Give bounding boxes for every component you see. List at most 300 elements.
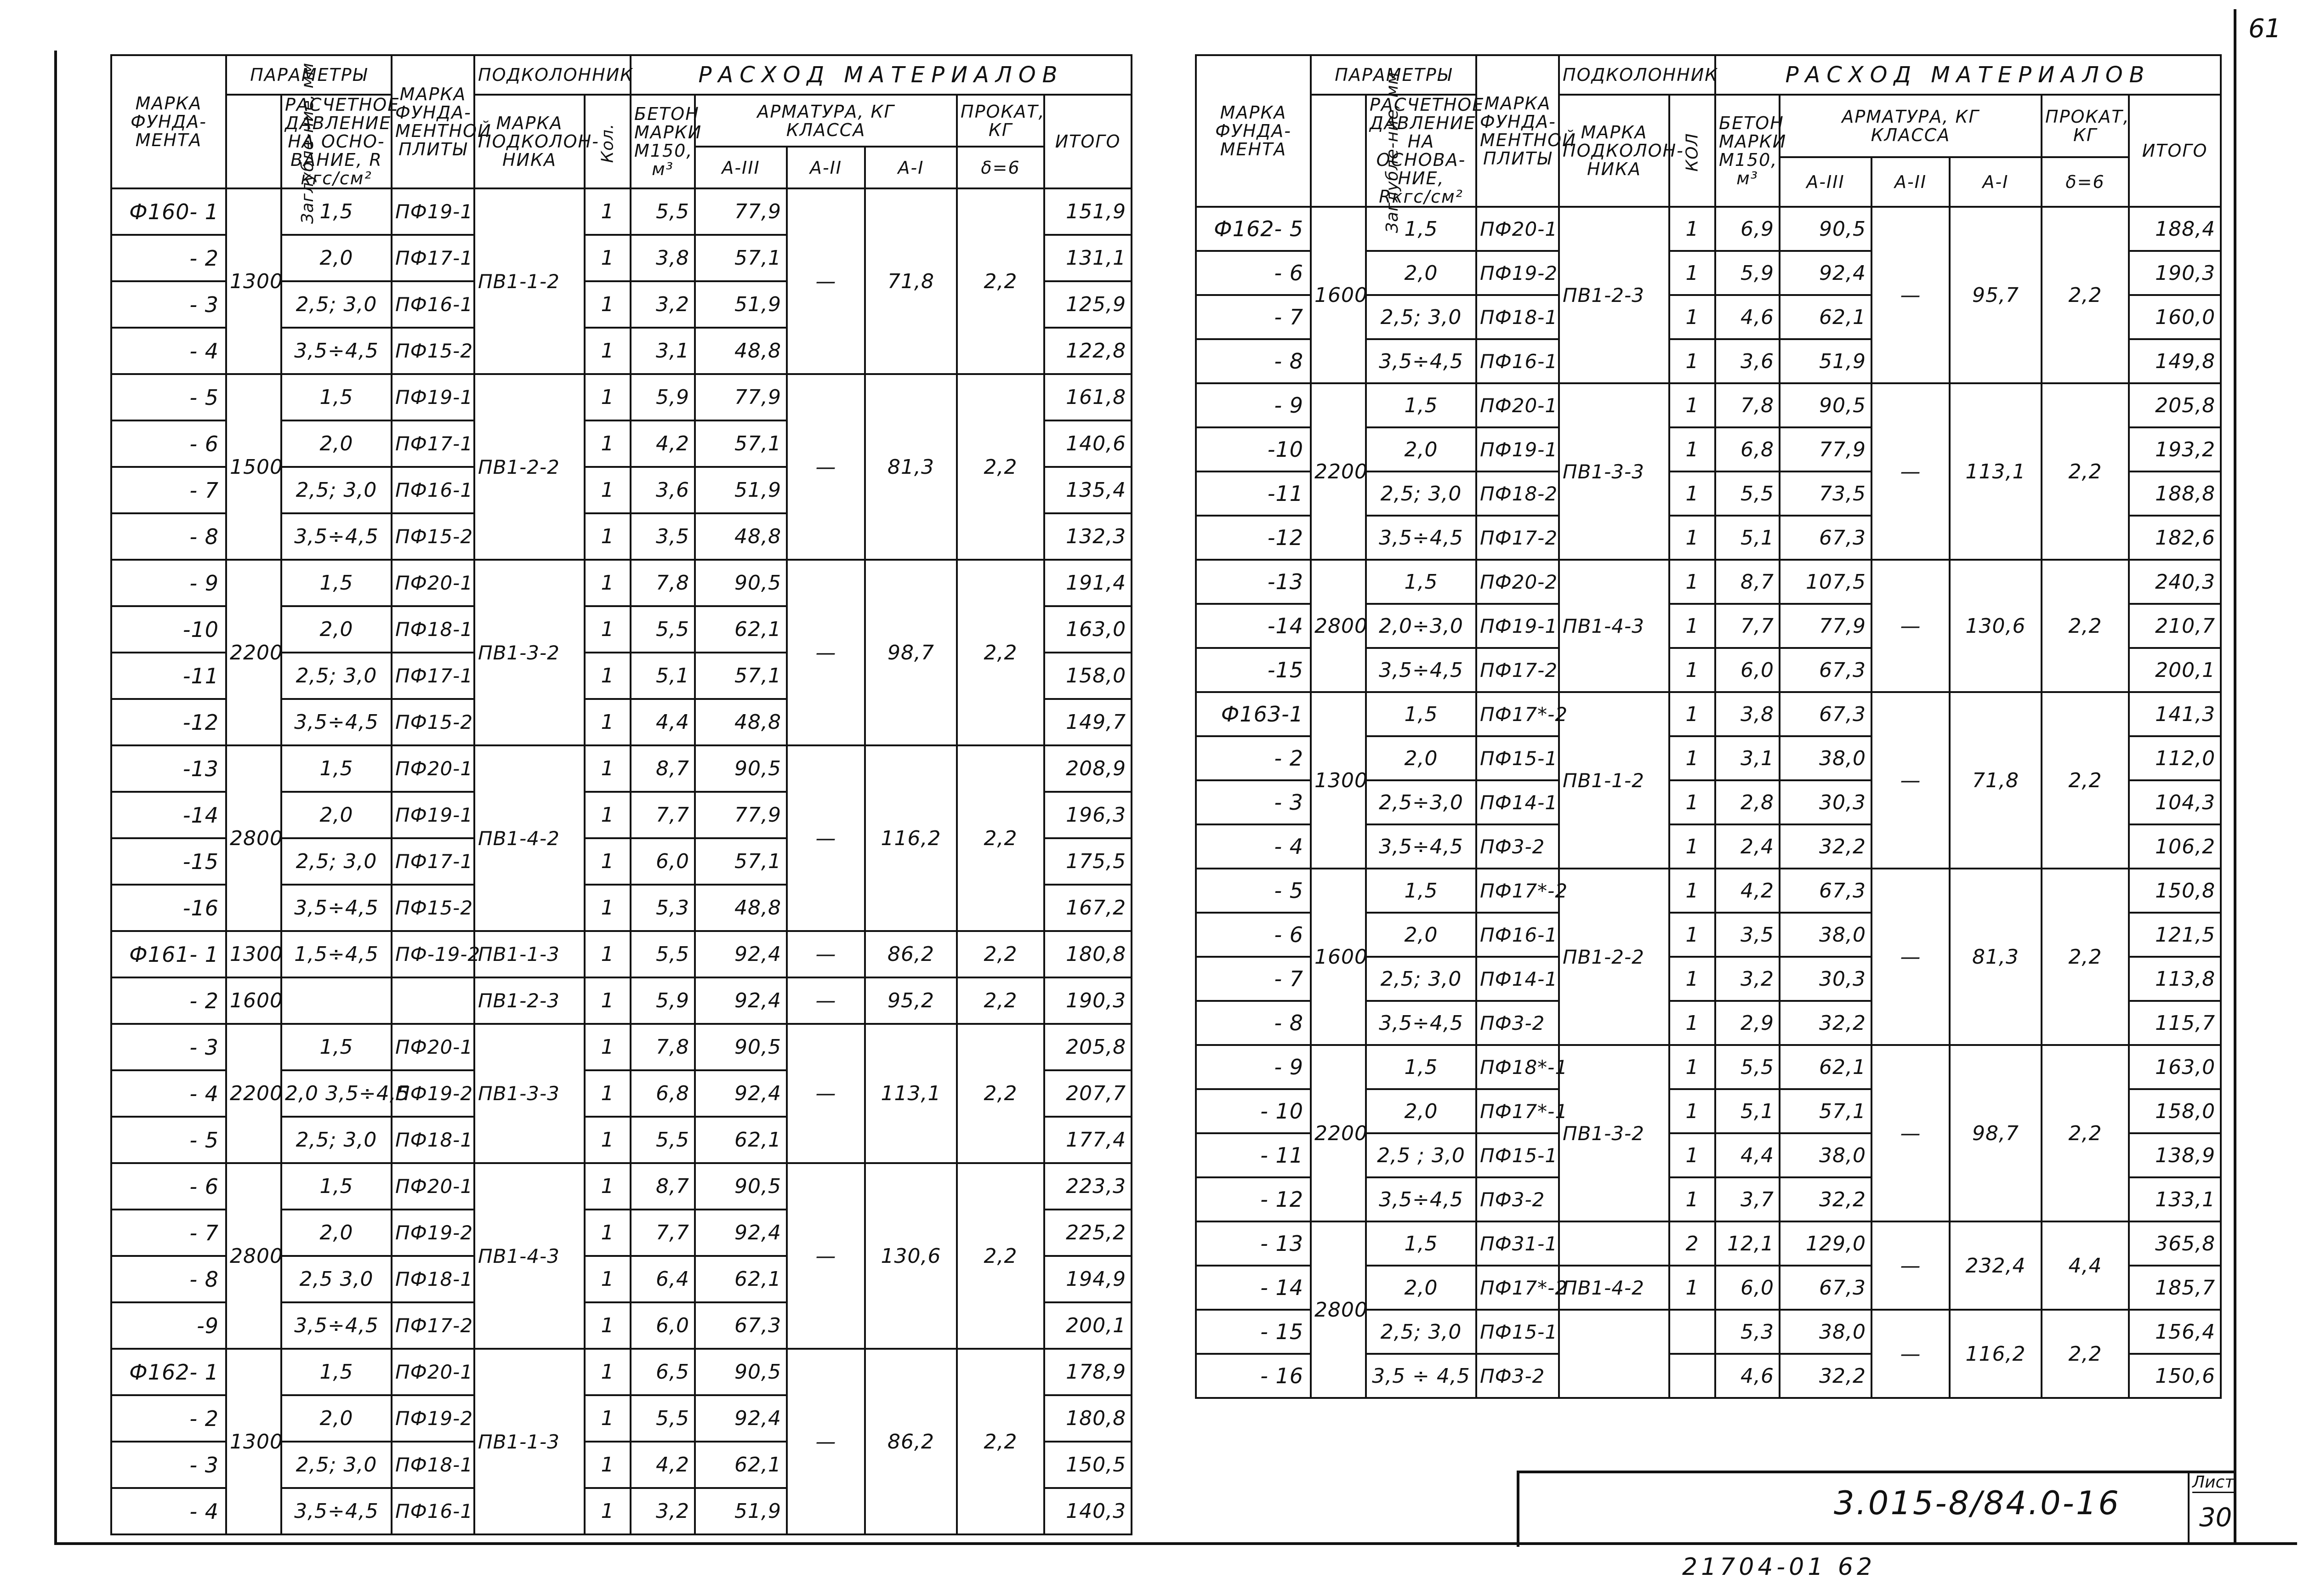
cell-beton: 4,4 [1715, 1133, 1780, 1177]
cell-a2: — [787, 977, 865, 1024]
cell-a3: 92,4 [695, 977, 787, 1024]
table-row [111, 1024, 1132, 1070]
cell-itogo: 163,0 [1044, 606, 1132, 653]
cell-kol: 1 [585, 188, 631, 235]
cell-a3: 62,1 [695, 1442, 787, 1488]
cell-mark: - 8 [111, 1256, 226, 1302]
cell-p: 2,5; 3,0 [281, 467, 392, 513]
cell-plate: ПФ19-2 [392, 1210, 474, 1256]
cell-mark: - 3 [1196, 780, 1311, 824]
header-marka-plity-right: МАРКА ФУНДА-МЕНТНОЙ ПЛИТЫ [1476, 55, 1559, 207]
cell-mark: - 9 [1196, 1045, 1311, 1089]
cell-kol: 1 [585, 1070, 631, 1117]
cell-p: 2,0 [1366, 1089, 1476, 1133]
header-itogo-right: ИТОГО [2129, 95, 2221, 207]
cell-p: 2,0 [281, 792, 392, 838]
cell-beton: 3,1 [631, 328, 695, 374]
cell-mark: -13 [111, 745, 226, 792]
cell-kol: 1 [1669, 516, 1715, 560]
cell-mark: -9 [111, 1302, 226, 1349]
cell-beton: 5,5 [631, 1117, 695, 1163]
header-prokat: ПРОКАТ, КГ [957, 95, 1044, 147]
cell-beton: 7,8 [631, 1024, 695, 1070]
cell-p: 2,0 [1366, 427, 1476, 471]
cell-podk: ПВ1-2-3 [1559, 207, 1669, 383]
cell-beton: 5,9 [631, 977, 695, 1024]
cell-p: 2,0 [281, 1395, 392, 1442]
cell-podk: ПВ1-4-3 [1559, 560, 1669, 692]
cell-a3: 32,2 [1780, 1354, 1871, 1398]
header-prokat-right: ПРОКАТ, КГ [2042, 95, 2129, 157]
cell-plate: ПФ15-2 [392, 328, 474, 374]
cell-depth: 1600 [1311, 869, 1366, 1045]
cell-a3: 48,8 [695, 513, 787, 560]
cell-depth: 2800 [226, 1163, 281, 1349]
cell-kol: 1 [1669, 560, 1715, 604]
cell-depth: 2200 [1311, 383, 1366, 560]
cell-mark: - 7 [111, 1210, 226, 1256]
header-zaglub: Заглубле-ние, мм [226, 95, 281, 188]
header-delta: δ=6 [957, 147, 1044, 188]
cell-beton: 3,2 [631, 281, 695, 328]
cell-a1: 86,2 [865, 931, 957, 977]
cell-kol: 1 [585, 1163, 631, 1210]
cell-podk: ПВ1-4-2 [1559, 1266, 1669, 1310]
cell-beton: 5,3 [631, 885, 695, 931]
cell-kol: 1 [1669, 1045, 1715, 1089]
cell-a3: 67,3 [1780, 869, 1871, 913]
cell-itogo: 115,7 [2129, 1001, 2221, 1045]
cell-a1: 98,7 [865, 560, 957, 745]
cell-a3: 90,5 [1780, 383, 1871, 427]
cell-plate: ПФ16-1 [1476, 913, 1559, 957]
cell-mark: -13 [1196, 560, 1311, 604]
cell-kol: 1 [585, 281, 631, 328]
cell-mark: - 9 [1196, 383, 1311, 427]
cell-plate: ПФ20-1 [392, 745, 474, 792]
cell-mark: - 8 [111, 513, 226, 560]
header-a2: А-II [787, 147, 865, 188]
cell-itogo: 190,3 [2129, 251, 2221, 295]
cell-a2: — [787, 931, 865, 977]
cell-a3: 90,5 [695, 1163, 787, 1210]
cell-a3: 62,1 [1780, 1045, 1871, 1089]
cell-p: 3,5 ÷ 4,5 [1366, 1354, 1476, 1398]
cell-kol: 1 [585, 1302, 631, 1349]
cell-p: 2,5÷3,0 [1366, 780, 1476, 824]
cell-plate: ПФ3-2 [1476, 1001, 1559, 1045]
cell-itogo: 140,3 [1044, 1488, 1132, 1534]
cell-itogo: 150,8 [2129, 869, 2221, 913]
cell-a3: 77,9 [695, 792, 787, 838]
cell-itogo: 182,6 [2129, 516, 2221, 560]
cell-kol: 1 [1669, 339, 1715, 383]
cell-beton: 7,7 [1715, 604, 1780, 648]
cell-p: 2,5; 3,0 [1366, 295, 1476, 339]
cell-beton: 6,5 [631, 1349, 695, 1395]
cell-itogo: 177,4 [1044, 1117, 1132, 1163]
cell-plate: ПФ20-1 [1476, 207, 1559, 251]
cell-a3: 57,1 [695, 838, 787, 885]
cell-kol [1669, 1310, 1715, 1354]
cell-itogo: 223,3 [1044, 1163, 1132, 1210]
cell-plate: ПФ16-1 [392, 281, 474, 328]
cell-a3: 30,3 [1780, 780, 1871, 824]
inventory-number: 21704-01 62 [1682, 1553, 1876, 1581]
cell-plate: ПФ15-1 [1476, 1133, 1559, 1177]
cell-beton: 4,2 [1715, 869, 1780, 913]
cell-kol: 1 [585, 1256, 631, 1302]
cell-plate: ПФ17-1 [392, 235, 474, 281]
cell-itogo: 140,6 [1044, 420, 1132, 467]
cell-a3: 51,9 [695, 281, 787, 328]
cell-p: 2,5; 3,0 [281, 281, 392, 328]
cell-kol: 1 [1669, 604, 1715, 648]
cell-a1: 116,2 [865, 745, 957, 931]
cell-itogo: 240,3 [2129, 560, 2221, 604]
cell-beton: 4,2 [631, 420, 695, 467]
cell-kol: 1 [585, 1395, 631, 1442]
cell-plate: ПФ20-1 [392, 1163, 474, 1210]
cell-a3: 57,1 [695, 420, 787, 467]
cell-podk [1559, 1310, 1669, 1398]
cell-a3: 67,3 [695, 1302, 787, 1349]
cell-p: 3,5÷4,5 [1366, 339, 1476, 383]
cell-a3: 77,9 [695, 374, 787, 420]
cell-a1: 98,7 [1950, 1045, 2042, 1221]
cell-plate: ПФ20-1 [392, 1349, 474, 1395]
cell-plate: ПФ18-1 [1476, 295, 1559, 339]
table-row [111, 977, 1132, 1024]
cell-plate: ПФ19-2 [392, 1070, 474, 1117]
cell-p: 1,5 [281, 1163, 392, 1210]
cell-itogo: 150,6 [2129, 1354, 2221, 1398]
cell-a3: 67,3 [1780, 1266, 1871, 1310]
cell-podk: ПВ1-3-3 [474, 1024, 585, 1163]
header-davlenie: РАСЧЕТНОЕ ДАВЛЕНИЕ НА ОСНО-ВАНИЕ, R кгс/см² [281, 95, 392, 188]
cell-plate: ПФ19-1 [392, 374, 474, 420]
cell-a1: 116,2 [1950, 1310, 2042, 1398]
cell-a3: 90,5 [695, 560, 787, 606]
table-row [111, 1349, 1132, 1395]
cell-beton: 6,0 [631, 1302, 695, 1349]
cell-podk: ПВ1-2-2 [1559, 869, 1669, 1045]
cell-beton: 5,5 [631, 1395, 695, 1442]
cell-itogo: 132,3 [1044, 513, 1132, 560]
cell-prokat: 2,2 [957, 188, 1044, 374]
cell-a3: 67,3 [1780, 692, 1871, 736]
cell-prokat: 2,2 [2042, 692, 2129, 869]
cell-podk: ПВ1-2-3 [474, 977, 585, 1024]
cell-mark: -14 [111, 792, 226, 838]
cell-a2: — [787, 560, 865, 745]
cell-beton: 3,2 [631, 1488, 695, 1534]
cell-itogo: 185,7 [2129, 1266, 2221, 1310]
header-delta-right: δ=6 [2042, 157, 2129, 207]
cell-mark: - 3 [111, 281, 226, 328]
cell-p: 1,5 [1366, 869, 1476, 913]
cell-beton: 3,7 [1715, 1177, 1780, 1221]
cell-beton: 5,9 [631, 374, 695, 420]
header-podkolonnik: ПОДКОЛОННИК [474, 55, 631, 95]
cell-mark: - 6 [1196, 251, 1311, 295]
cell-plate: ПФ18*-1 [1476, 1045, 1559, 1089]
cell-p: 3,5÷4,5 [1366, 648, 1476, 692]
cell-p: 1,5÷4,5 [281, 931, 392, 977]
cell-a3: 48,8 [695, 699, 787, 745]
header-beton-right: БЕТОН МАРКИ М150, м³ [1715, 95, 1780, 207]
cell-p: 2,0÷3,0 [1366, 604, 1476, 648]
cell-kol: 1 [585, 513, 631, 560]
cell-itogo: 149,7 [1044, 699, 1132, 745]
cell-mark: -14 [1196, 604, 1311, 648]
cell-p: 3,5÷4,5 [281, 328, 392, 374]
cell-mark: Ф163-1 [1196, 692, 1311, 736]
cell-kol: 1 [585, 606, 631, 653]
cell-a1: 81,3 [1950, 869, 2042, 1045]
header-davlenie-right: РАСЧЕТНОЕ ДАВЛЕНИЕ НА ОСНОВА-НИЕ, Rкгс/см² [1366, 95, 1476, 207]
cell-beton: 7,7 [631, 792, 695, 838]
cell-p: 1,5 [281, 188, 392, 235]
page-number: 61 [2248, 14, 2281, 44]
cell-p: 1,5 [1366, 383, 1476, 427]
cell-kol: 1 [585, 699, 631, 745]
cell-mark: - 3 [111, 1442, 226, 1488]
cell-p: 2,5; 3,0 [281, 1442, 392, 1488]
cell-a3: 92,4 [695, 931, 787, 977]
cell-plate: ПФ20-1 [392, 1024, 474, 1070]
header-armatura-right: АРМАТУРА, КГ КЛАССА [1780, 95, 2042, 157]
cell-itogo: 205,8 [2129, 383, 2221, 427]
table-row [1196, 1221, 2221, 1266]
cell-itogo: 196,3 [1044, 792, 1132, 838]
cell-a2: — [787, 1024, 865, 1163]
cell-p: 2,0 [1366, 1266, 1476, 1310]
cell-itogo: 191,4 [1044, 560, 1132, 606]
cell-plate: ПФ3-2 [1476, 1177, 1559, 1221]
cell-p: 2,0 [1366, 251, 1476, 295]
cell-kol: 1 [585, 1024, 631, 1070]
cell-beton: 3,8 [631, 235, 695, 281]
cell-a1: 113,1 [865, 1024, 957, 1163]
header-rashod-right: РАСХОД МАТЕРИАЛОВ [1715, 55, 2221, 95]
cell-a2: — [1871, 560, 1950, 692]
cell-kol: 1 [585, 374, 631, 420]
cell-a3: 77,9 [1780, 427, 1871, 471]
cell-itogo: 188,4 [2129, 207, 2221, 251]
cell-beton: 8,7 [631, 1163, 695, 1210]
cell-p: 2,5 ; 3,0 [1366, 1133, 1476, 1177]
cell-beton: 3,6 [1715, 339, 1780, 383]
cell-mark: - 13 [1196, 1221, 1311, 1266]
cell-mark: -15 [111, 838, 226, 885]
cell-mark: - 10 [1196, 1089, 1311, 1133]
cell-itogo: 160,0 [2129, 295, 2221, 339]
cell-beton: 2,4 [1715, 824, 1780, 869]
cell-a2: — [1871, 1045, 1950, 1221]
cell-a1: 81,3 [865, 374, 957, 560]
cell-beton: 12,1 [1715, 1221, 1780, 1266]
cell-p: 1,5 [281, 560, 392, 606]
cell-kol: 1 [1669, 824, 1715, 869]
cell-a3: 67,3 [1780, 516, 1871, 560]
cell-plate: ПФ16-1 [1476, 339, 1559, 383]
cell-a2: — [787, 374, 865, 560]
table-row [1196, 560, 2221, 604]
cell-kol: 1 [1669, 1089, 1715, 1133]
cell-mark: - 9 [111, 560, 226, 606]
cell-itogo: 193,2 [2129, 427, 2221, 471]
cell-beton: 3,6 [631, 467, 695, 513]
cell-kol: 1 [585, 467, 631, 513]
cell-kol: 1 [585, 653, 631, 699]
cell-itogo: 190,3 [1044, 977, 1132, 1024]
cell-podk: ПВ1-4-2 [474, 745, 585, 931]
cell-beton: 5,5 [631, 606, 695, 653]
header-a1: А-I [865, 147, 957, 188]
cell-kol: 1 [585, 328, 631, 374]
cell-plate: ПФ15-2 [392, 885, 474, 931]
cell-mark: - 11 [1196, 1133, 1311, 1177]
cell-mark: - 8 [1196, 339, 1311, 383]
cell-beton: 3,5 [1715, 913, 1780, 957]
cell-podk: ПВ1-3-3 [1559, 383, 1669, 560]
cell-itogo: 207,7 [1044, 1070, 1132, 1117]
cell-a2: — [1871, 869, 1950, 1045]
cell-p: 2,0 [1366, 736, 1476, 780]
cell-a3: 90,5 [1780, 207, 1871, 251]
cell-a2: — [1871, 1221, 1950, 1310]
cell-p [281, 977, 392, 1024]
cell-plate: ПФ18-1 [392, 1442, 474, 1488]
cell-a3: 57,1 [695, 653, 787, 699]
cell-kol: 1 [1669, 1177, 1715, 1221]
cell-beton: 6,8 [631, 1070, 695, 1117]
cell-itogo: 180,8 [1044, 1395, 1132, 1442]
cell-a3: 38,0 [1780, 1310, 1871, 1354]
cell-a1: 95,2 [865, 977, 957, 1024]
table-row [1196, 207, 2221, 251]
cell-itogo: 133,1 [2129, 1177, 2221, 1221]
cell-a3: 48,8 [695, 328, 787, 374]
cell-kol: 1 [1669, 913, 1715, 957]
table-row [111, 931, 1132, 977]
header-itogo: ИТОГО [1044, 95, 1132, 188]
cell-podk: ПВ1-3-2 [474, 560, 585, 745]
cell-depth: 1500 [226, 374, 281, 560]
cell-a2: — [1871, 1310, 1950, 1398]
cell-depth: 1300 [1311, 692, 1366, 869]
cell-a3: 51,9 [695, 1488, 787, 1534]
cell-beton: 5,9 [1715, 251, 1780, 295]
cell-p: 2,0 [281, 235, 392, 281]
cell-a2: — [1871, 692, 1950, 869]
cell-beton: 6,9 [1715, 207, 1780, 251]
cell-itogo: 122,8 [1044, 328, 1132, 374]
cell-kol: 1 [585, 1210, 631, 1256]
cell-a1: 130,6 [865, 1163, 957, 1349]
header-marka-podk-right: МАРКА ПОДКОЛОН-НИКА [1559, 95, 1669, 207]
header-kol: Кол. [585, 95, 631, 188]
cell-mark: -12 [111, 699, 226, 745]
cell-p: 2,5; 3,0 [281, 653, 392, 699]
cell-mark: Ф160- 1 [111, 188, 226, 235]
cell-a3: 77,9 [695, 188, 787, 235]
cell-depth: 2200 [226, 1024, 281, 1163]
header-a2-right: А-II [1871, 157, 1950, 207]
cell-a3: 38,0 [1780, 736, 1871, 780]
cell-itogo: 178,9 [1044, 1349, 1132, 1395]
cell-plate [392, 977, 474, 1024]
cell-p: 2,5; 3,0 [281, 838, 392, 885]
header-armatura: АРМАТУРА, КГ КЛАССА [695, 95, 957, 147]
cell-kol: 1 [585, 1488, 631, 1534]
cell-kol: 1 [585, 420, 631, 467]
cell-podk: ПВ1-4-3 [474, 1163, 585, 1349]
cell-a1: 86,2 [865, 1349, 957, 1534]
cell-beton: 5,5 [631, 188, 695, 235]
cell-a3: 57,1 [695, 235, 787, 281]
cell-kol: 1 [1669, 780, 1715, 824]
cell-a3: 90,5 [695, 745, 787, 792]
cell-prokat: 2,2 [2042, 1045, 2129, 1221]
cell-kol: 1 [585, 235, 631, 281]
cell-beton: 5,1 [1715, 516, 1780, 560]
cell-prokat: 2,2 [957, 374, 1044, 560]
cell-p: 1,5 [1366, 560, 1476, 604]
cell-plate: ПФ18-1 [392, 1117, 474, 1163]
cell-beton: 7,8 [631, 560, 695, 606]
header-zaglub-right: Заглубле-ние, мм [1311, 95, 1366, 207]
cell-a3: 32,2 [1780, 1177, 1871, 1221]
cell-mark: - 3 [111, 1024, 226, 1070]
cell-a1: 71,8 [865, 188, 957, 374]
cell-p: 3,5÷4,5 [281, 513, 392, 560]
cell-beton: 2,9 [1715, 1001, 1780, 1045]
cell-itogo: 135,4 [1044, 467, 1132, 513]
cell-prokat: 2,2 [2042, 1310, 2129, 1398]
cell-beton: 8,7 [1715, 560, 1780, 604]
cell-plate: ПФ17-2 [392, 1302, 474, 1349]
cell-p: 1,5 [1366, 207, 1476, 251]
cell-a1: 232,4 [1950, 1221, 2042, 1310]
cell-plate: ПФ17*-1 [1476, 1089, 1559, 1133]
cell-plate: ПФ15-2 [392, 699, 474, 745]
cell-itogo: 106,2 [2129, 824, 2221, 869]
cell-beton: 6,8 [1715, 427, 1780, 471]
cell-kol: 1 [585, 1117, 631, 1163]
cell-kol: 1 [1669, 427, 1715, 471]
cell-mark: -10 [1196, 427, 1311, 471]
cell-depth: 1300 [226, 188, 281, 374]
cell-podk: ПВ1-1-3 [474, 1349, 585, 1534]
cell-depth: 2800 [226, 745, 281, 931]
cell-beton: 3,2 [1715, 957, 1780, 1001]
cell-kol: 1 [1669, 692, 1715, 736]
cell-depth: 2200 [1311, 1045, 1366, 1221]
header-a3-right: А-III [1780, 157, 1871, 207]
cell-plate: ПФ3-2 [1476, 824, 1559, 869]
cell-plate: ПФ17-1 [392, 420, 474, 467]
cell-itogo: 205,8 [1044, 1024, 1132, 1070]
cell-kol: 1 [1669, 295, 1715, 339]
cell-a2: — [787, 745, 865, 931]
cell-p: 2,0 [281, 1210, 392, 1256]
cell-mark: - 7 [1196, 295, 1311, 339]
cell-plate: ПФ14-1 [1476, 957, 1559, 1001]
cell-p: 1,5 [1366, 1045, 1476, 1089]
cell-kol: 1 [1669, 736, 1715, 780]
